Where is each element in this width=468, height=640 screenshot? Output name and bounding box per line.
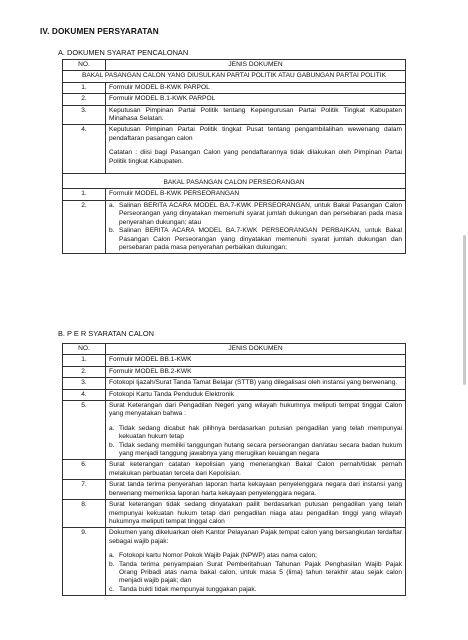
col-no-header: NO. — [63, 344, 106, 355]
row-number: 5. — [63, 401, 106, 460]
row-text: Fotokopi Ijazah/Surat Tanda Tamat Belajar (STTB) yang dilegalisasi oleh instansi yang berwenang. — [106, 378, 406, 389]
row-text: Surat Keterangan dari Pengadilan Negeri yang wilayah hukumnya meliputi tempat tinggal Calon yang menyatakan bahwa : — [109, 402, 402, 418]
table-row — [63, 105, 406, 125]
list-item — [109, 586, 402, 594]
table-row — [63, 378, 406, 389]
table-row — [63, 366, 406, 377]
row-number: 2. — [63, 94, 106, 105]
row-number: 2. — [63, 200, 106, 253]
table-row — [63, 528, 406, 596]
table-row — [63, 460, 406, 480]
table-row — [63, 125, 406, 174]
table-row — [63, 355, 406, 366]
row-number: 1. — [63, 82, 106, 93]
table-row — [63, 401, 406, 460]
row-text-cell — [106, 401, 406, 460]
row-number: 1. — [63, 189, 106, 200]
col-doc-header: JENIS DOKUMEN — [106, 60, 406, 71]
row-number: 4. — [63, 389, 106, 400]
table-row — [63, 189, 406, 200]
row-text: Keputusan Pimpinan Partai Politik tingkat Pusat tentang pengambilalihan wewenang dalam pendaftaran pasangan calon — [109, 126, 402, 142]
row-text-cell — [106, 125, 406, 174]
row-text: Formulir MODEL BB.2-KWK — [106, 366, 406, 377]
list-item — [109, 202, 402, 227]
table-header-row — [63, 60, 406, 71]
table-syarat-pencalonan — [62, 59, 406, 254]
group-perseorangan-label: BAKAL PASANGAN CALON PERSEORANGAN — [63, 174, 406, 189]
list-item — [109, 227, 402, 252]
row-number: 3. — [63, 105, 106, 125]
row-number: 1. — [63, 355, 106, 366]
row-text: Formulir MODEL B-KWK PARPOL — [106, 82, 406, 93]
list-item — [109, 442, 402, 459]
list-item — [109, 552, 402, 560]
table-row — [63, 500, 406, 528]
table-row — [63, 389, 406, 400]
row-text: Formulir MODEL BB.1-KWK — [106, 355, 406, 366]
list-marker: c. — [109, 585, 115, 593]
list-text: Salinan BERITA ACARA MODEL BA.7-KWK PERSEORANGAN PERBAIKAN, untuk Bakal Pasangan Calon Perseorangan yang dinyatakan memenuhi syarat jumlah dukungan dan persebaran pada masa penyerahan perbaikan dukungan; — [119, 227, 402, 251]
list-item — [109, 561, 402, 586]
list-text: Tidak sedang memiliki tanggungan hutang secara perseorangan dan/atau secara badan hukum yang menjadi tanggung jawabnya yang merugikan keuangan negara — [119, 441, 402, 458]
list-text: Tanda terima penyampaian Surat Pemberitahuan Tahunan Pajak Penghasilan Wajib Pajak Orang Pribadi atas nama bakal calon, untuk masa 5 (lima) tahun terakhir atau sejak calon menjadi wajib pajak; dan — [119, 560, 402, 585]
row-text: Formulir MODEL B.1-KWK PARPOL — [106, 94, 406, 105]
table-row — [63, 94, 406, 105]
group-row — [63, 174, 406, 189]
row-number: 9. — [63, 528, 106, 596]
table-row — [63, 200, 406, 253]
table-persyaratan-calon — [62, 343, 406, 596]
list-text: Fotokopi kartu Nomor Pokok Wajib Pajak (NPWP) atas nama calon; — [119, 552, 318, 560]
list-marker: b. — [109, 227, 115, 235]
row-number: 6. — [63, 460, 106, 480]
group-row — [63, 71, 406, 82]
group-parpol-label: BAKAL PASANGAN CALON YANG DIUSULKAN PARTAI POLITIK ATAU GABUNGAN PARTAI POLITIK — [63, 71, 406, 82]
row-text: Formulir MODEL B-KWK PERSEORANGAN — [106, 189, 406, 200]
row-number: 7. — [63, 480, 106, 500]
section-title: IV. DOKUMEN PERSYARATAN — [40, 27, 159, 36]
row-number: 3. — [63, 378, 106, 389]
list-marker: a. — [109, 552, 115, 560]
scrollbar[interactable] — [463, 235, 466, 385]
row-text: Keputusan Pimpinan Partai Politik tentang Kepengurusan Partai Politik Tingkat Kabupaten Minahasa Selatan. — [106, 105, 406, 125]
list-text: Tanda bukti tidak mempunyai tunggakan pajak. — [119, 585, 257, 593]
list-marker: b. — [109, 560, 115, 568]
row-text: Surat keterangan catatan kepolisian yang menerangkan Bakal Calon pernah/tidak pernah melakukan perbuatan tercela dari Kepolisian. — [106, 460, 406, 480]
row-text: Fotokopi Kartu Tanda Penduduk Elektronik — [106, 389, 406, 400]
list-item — [109, 425, 402, 442]
row-text-cell — [106, 200, 406, 253]
list-marker: a. — [109, 201, 115, 209]
list-text: Salinan BERITA ACARA MODEL BA.7-KWK PERSEORANGAN, untuk Bakal Pasangan Calon Perseorangan yang dinyatakan memenuhi syarat jumlah dukungan dan persebaran pada masa penyerahan dukungan; atau — [119, 201, 402, 226]
col-no-header: NO. — [63, 60, 106, 71]
row-number: 2. — [63, 366, 106, 377]
section-a-heading: A. DOKUMEN SYARAT PENCALONAN — [58, 48, 189, 57]
section-b-heading: B. P E R SYARATAN CALON — [58, 329, 154, 338]
row-text: Surat tanda terima penyerahan laporan harta kekayaan penyelenggara negara dari instansi yang berwenang memeriksa laporan harta kekayaan penyelenggara negara. — [106, 480, 406, 500]
list-marker: b. — [109, 441, 115, 449]
row-number: 4. — [63, 125, 106, 174]
table-header-row — [63, 344, 406, 355]
row-text: Dokumen yang dikeluarkan oleh Kantor Pelayanan Pajak tempat calon yang bersangkutan terdaftar sebagai wajib pajak: — [109, 529, 402, 545]
list-marker: a. — [109, 424, 115, 432]
table-row — [63, 82, 406, 93]
row-text-cell — [106, 528, 406, 596]
table-row — [63, 480, 406, 500]
list-text: Tidak sedang dicabut hak pilihnya berdasarkan putusan pengadilan yang telah mempunyai kekuatan hukum tetap — [119, 424, 402, 441]
row-text: Surat keterangan tidak sedang dinyatakan pailit berdasarkan putusan pengadilan yang telah mempunyai kekuatan hukum tetap dari pengadilan niaga atau pengadilan tinggi yang wilayah hukumnya meliputi tempat tinggal calon — [106, 500, 406, 528]
col-doc-header: JENIS DOKUMEN — [106, 344, 406, 355]
row-note: Catatan : diisi bagi Pasangan Calon yang pendaftarannya tidak dilakukan oleh Pimpinan Partai Politik tingkat Kabupaten. — [109, 149, 402, 165]
row-number: 8. — [63, 500, 106, 528]
